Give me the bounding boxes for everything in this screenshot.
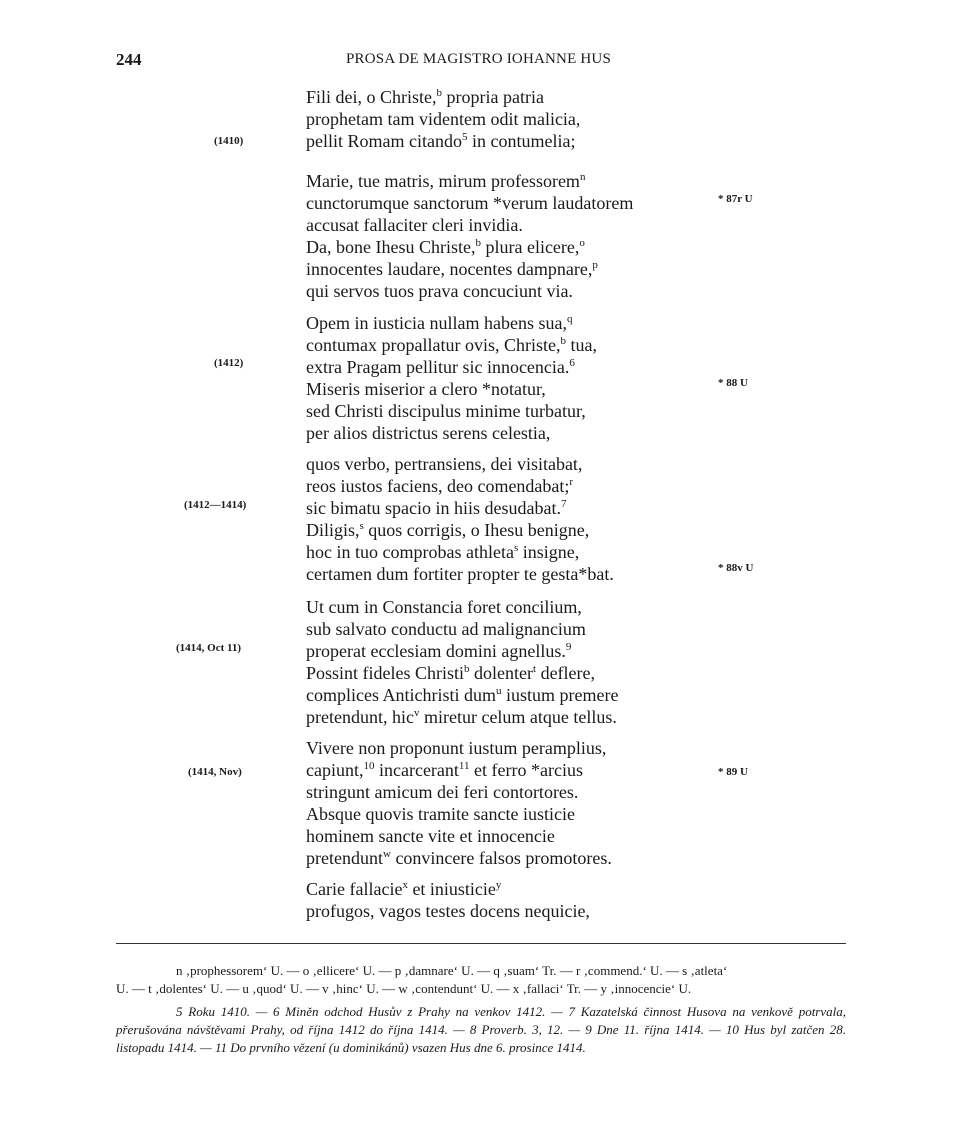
verse-line: contumax propallatur ovis, Christe,$^b$ tua,: [306, 335, 597, 355]
verse-line: Da, bone Ihesu Christe,$^b$ plura elicere,$^o$: [306, 237, 585, 257]
page-number: 244: [116, 50, 142, 69]
verse-line: innocentes laudare, nocentes dampnare,$^p$: [306, 259, 598, 279]
verse-line: pellit Romam citando$^5$ in contumelia;: [306, 131, 576, 151]
margin-date: (1412): [214, 357, 244, 369]
margin-date: (1414, Nov): [188, 766, 242, 778]
verse-line: Miseris miserior a clero *notatur,: [306, 379, 546, 399]
margin-date: (1410): [214, 135, 244, 147]
stanza-5: [306, 596, 618, 728]
verse-line: reos iustos faciens, deo comendabat;$^r$: [306, 476, 574, 496]
margin-date: (1414, Oct 11): [176, 642, 242, 654]
verse-line: quos verbo, pertransiens, dei visitabat,: [306, 454, 583, 474]
verse-line: sed Christi discipulus minime turbatur,: [306, 401, 586, 421]
folio-marker: * 87r U: [718, 193, 753, 205]
apparatus-line: U. — t ‚dolentes‘ U. — u ‚quod‘ U. — v ‚hinc‘ U. — w ‚contendunt‘ U. — x ‚fallaci‘ Tr. — y ‚innocencie‘ U.: [116, 981, 692, 996]
verse-line: extra Pragam pellitur sic innocencia.$^6$: [306, 357, 575, 377]
stanza-6: [306, 737, 612, 869]
verse-line: pretendunt$^w$ convincere falsos promotores.: [306, 848, 612, 868]
verse-line: certamen dum fortiter propter te gesta*bat.: [306, 564, 614, 584]
folio-marker: * 88v U: [718, 562, 754, 574]
verse-line: Diligis,$^s$ quos corrigis, o Ihesu benigne,: [306, 520, 590, 540]
verse-line: Absque quovis tramite sancte iusticie: [306, 804, 575, 824]
verse-line: properat ecclesiam domini agnellus.$^9$: [306, 641, 572, 661]
verse-line: Fili dei, o Christe,$^b$ propria patria: [306, 87, 544, 107]
apparatus-line: n ‚prophessorem‘ U. — o ‚ellicere‘ U. — p ‚damnare‘ U. — q ‚suam‘ Tr. — r ‚commend.‘ U. — s ‚atleta‘: [176, 963, 728, 978]
textual-apparatus: [116, 962, 846, 998]
folio-marker: * 88 U: [718, 377, 748, 389]
margin-date: (1412—1414): [184, 499, 247, 511]
verse-line: Ut cum in Constancia foret concilium,: [306, 597, 582, 617]
verse-line: stringunt amicum dei feri contortores.: [306, 782, 579, 802]
verse-line: Opem in iusticia nullam habens sua,$^q$: [306, 313, 573, 333]
verse-line: hominem sancte vite et innocencie: [306, 826, 555, 846]
verse-line: Vivere non proponunt iustum peramplius,: [306, 738, 607, 758]
stanza-1: [306, 86, 580, 152]
verse-line: per alios districtus serens celestia,: [306, 423, 551, 443]
verse-line: prophetam tam videntem odit malicia,: [306, 109, 581, 129]
stanza-7: [306, 878, 590, 922]
folio-marker: * 89 U: [718, 766, 748, 778]
verse-line: sub salvato conductu ad malignancium: [306, 619, 586, 639]
verse-line: Marie, tue matris, mirum professorem$^n$: [306, 171, 586, 191]
stanza-4: [306, 453, 614, 585]
historical-footnotes: 5 Roku 1410. — 6 Miněn odchod Husův z Prahy na venkov 1412. — 7 Kazatelská činnost Husova na venkově potrvala, přerušována návštěvami Prahy, od října 1412 do října 1414. — 8 Proverb. 3, 12. — 9 Dne 11. října 1414. — 10 Hus byl zatčen 28. listopadu 1414. — 11 Do prvního vězení (u dominikánů) vsazen Hus dne 6. prosince 1414.: [116, 1004, 846, 1055]
stanza-3: [306, 312, 597, 444]
footnote-rule: [116, 943, 846, 944]
running-head: PROSA DE MAGISTRO IOHANNE HUS: [346, 51, 611, 67]
verse-line: complices Antichristi dum$^u$ iustum premere: [306, 685, 619, 705]
verse-line: qui servos tuos prava concuciunt via.: [306, 281, 573, 301]
verse-line: accusat fallaciter cleri invidia.: [306, 215, 523, 235]
verse-line: profugos, vagos testes docens nequicie,: [306, 901, 590, 921]
verse-line: Possint fideles Christi$^b$ dolenter$^t$ deflere,: [306, 663, 596, 683]
verse-line: capiunt,$^{10}$ incarcerant$^{11}$ et ferro *arcius: [306, 760, 583, 780]
stanza-2: [306, 170, 633, 302]
verse-line: Carie fallacie$^x$ et iniusticie$^y$: [306, 879, 502, 899]
verse-line: hoc in tuo comprobas athleta$^s$ insigne,: [306, 542, 580, 562]
verse-line: pretendunt, hic$^v$ miretur celum atque tellus.: [306, 707, 617, 727]
verse-line: cunctorumque sanctorum *verum laudatorem: [306, 193, 634, 213]
verse-line: sic bimatu spacio in hiis desudabat.$^7$: [306, 498, 567, 518]
